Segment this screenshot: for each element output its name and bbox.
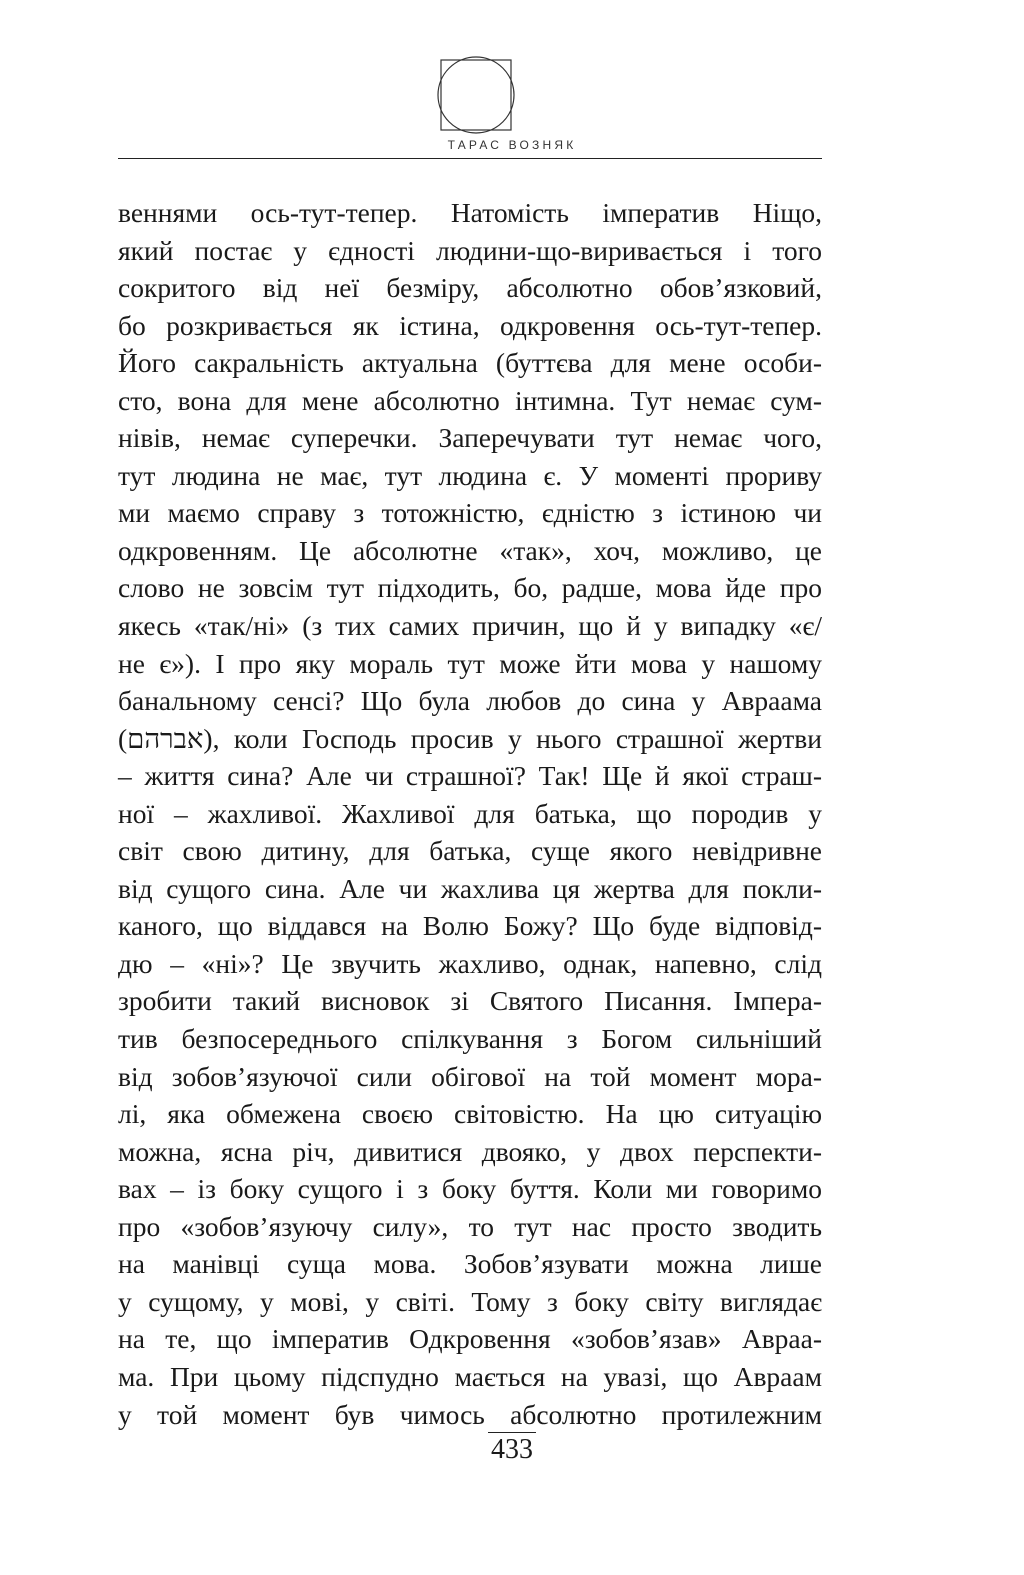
text-line: на манівці суща мова. Зобов’язувати можна лише	[118, 1248, 822, 1280]
text-line: ма. При цьому підспудно мається на увазі, що Авраам	[118, 1360, 822, 1392]
page-number-value: 433	[488, 1432, 536, 1467]
text-line: каного, що віддався на Волю Божу? Що буде відповід-	[118, 910, 822, 942]
text-line: якесь «так/ні» (з тих самих причин, що й у випадку «є/	[118, 610, 822, 642]
text-line: банальному сенсі? Що була любов до сина у Авраама	[118, 685, 822, 717]
text-line: ної – жахливої. Жахливої для батька, що породив у	[118, 797, 822, 829]
text-line: ми маємо справу з тотожністю, єдністю з істиною чи	[118, 497, 822, 529]
text-line: від сущого сина. Але чи жахлива ця жертва для покли-	[118, 872, 822, 904]
text-line: лі, яка обмежена своєю світовістю. На цю ситуацію	[118, 1098, 822, 1130]
text-line: сто, вона для мене абсолютно інтимна. Тут немає сум-	[118, 384, 822, 416]
text-line: веннями ось-тут-тепер. Натомість імператив Ніщо,	[118, 197, 822, 228]
running-head: ТАРАС ВОЗНЯК	[447, 138, 577, 152]
text-line: слово не зовсім тут підходить, бо, радше, мова йде про	[118, 572, 822, 604]
text-line: тут людина не має, тут людина є. У моменті прориву	[118, 459, 822, 491]
text-line: дю – «ні»? Це звучить жахливо, однак, напевно, слід	[118, 947, 822, 979]
text-line: тив безпосереднього спілкування з Богом сильніший	[118, 1023, 822, 1055]
text-line: не є»). І про яку мораль тут може йти мова у нашому	[118, 647, 822, 679]
text-line: одкровенням. Це абсолютне «так», хоч, можливо, це	[118, 534, 822, 566]
text-line: який постає у єдності людини-що-виривається і того	[118, 234, 822, 266]
body-text	[118, 194, 822, 1433]
text-line: світ свою дитину, для батька, суще якого невідривне	[118, 835, 822, 867]
text-line: нівів, немає суперечки. Заперечувати тут немає чого,	[118, 422, 822, 454]
text-line: на те, що імператив Одкровення «зобов’язав» Авраа-	[118, 1323, 822, 1355]
text-line: вах – із боку сущого і з боку буття. Коли ми говоримо	[118, 1173, 822, 1205]
text-line: у сущому, у мові, у світі. Тому з боку світу виглядає	[118, 1285, 822, 1317]
text-line: про «зобов’язуючу силу», то тут нас просто зводить	[118, 1210, 822, 1242]
text-line: зробити такий висновок зі Святого Писання. Імпера-	[118, 985, 822, 1017]
text-line: у той момент був чимось абсолютно протилежним	[118, 1398, 822, 1430]
page-number	[0, 1432, 1024, 1467]
text-line: можна, ясна річ, дивитися двояко, у двох перспекти-	[118, 1135, 822, 1167]
text-line: від зобов’язуючої сили обігової на той момент мора-	[118, 1060, 822, 1092]
text-line: – життя сина? Але чи страшної? Так! Ще й якої страш-	[118, 760, 822, 792]
text-line: сокритого від неї безміру, абсолютно обов’язковий,	[118, 272, 822, 304]
text-line: Його сакральність актуальна (буттєва для мене особи-	[118, 347, 822, 379]
text-line: (אברהם), коли Господь просив у нього страшної жертви	[118, 722, 822, 754]
text-line: бо розкривається як істина, одкровення ось-тут-тепер.	[118, 309, 822, 341]
header-rule	[118, 158, 822, 159]
circle-square-emblem-icon	[431, 50, 521, 140]
